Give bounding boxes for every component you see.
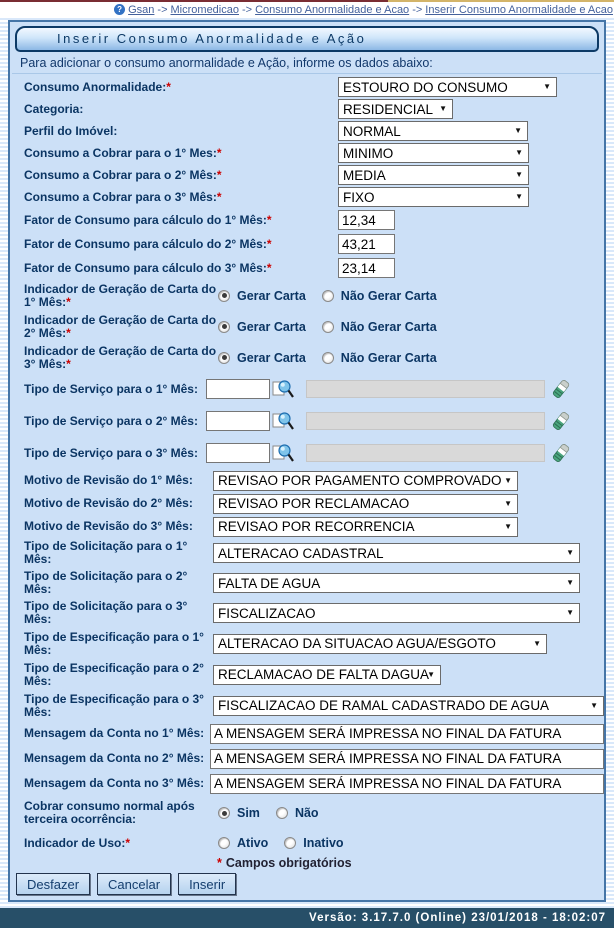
field-row-servico-2 xyxy=(16,405,604,437)
eraser-icon[interactable] xyxy=(551,410,571,432)
field-row-servico-3 xyxy=(16,437,604,469)
field-row-motivo-1 xyxy=(16,469,604,492)
mensagem-3-label: Mensagem da Conta no 3° Mês: xyxy=(24,776,205,790)
chevron-down-icon: ▼ xyxy=(504,521,512,531)
field-row-consumo-cobrar-1 xyxy=(16,142,604,164)
page-title-text: Inserir Consumo Anormalidade e Ação xyxy=(57,31,367,46)
field-row-consumo-anormalidade xyxy=(16,76,604,98)
especificacao-2-label: Tipo de Especificação para o 2° Mês: xyxy=(24,660,204,688)
field-row-solicitacao-3 xyxy=(16,598,604,628)
radio-label: Não Gerar Carta xyxy=(340,350,437,365)
field-row-fator-2 xyxy=(16,232,604,256)
field-row-mensagem-2 xyxy=(16,746,604,771)
consumo-cobrar-3-select[interactable]: FIXO ▼ xyxy=(338,187,529,207)
inserir-button[interactable]: Inserir xyxy=(178,873,236,895)
carta-1-label: Indicador de Geração de Carta do 1° Mês:* xyxy=(24,281,217,309)
search-icon[interactable] xyxy=(272,378,294,400)
field-row-mensagem-3 xyxy=(16,771,604,796)
motivo-3-label: Motivo de Revisão do 3° Mês: xyxy=(24,519,193,533)
radio-label: Gerar Carta xyxy=(237,350,306,365)
field-row-carta-3 xyxy=(16,342,604,373)
radio-nao[interactable] xyxy=(276,807,288,819)
tipo-solicitacao-3-select[interactable]: FISCALIZACAO ▼ xyxy=(213,603,580,623)
motivo-2-label: Motivo de Revisão do 2° Mês: xyxy=(24,496,193,510)
tipo-servico-2-description xyxy=(306,412,545,430)
chevron-down-icon: ▼ xyxy=(504,498,512,508)
eraser-icon[interactable] xyxy=(551,442,571,464)
servico-1-label: Tipo de Serviço para o 1° Mês: xyxy=(24,381,198,396)
field-row-motivo-3 xyxy=(16,515,604,538)
tipo-servico-3-description xyxy=(306,444,545,462)
chevron-down-icon: ▼ xyxy=(566,547,574,557)
perfil-imovel-select[interactable]: NORMAL ▼ xyxy=(338,121,528,141)
chevron-down-icon: ▼ xyxy=(566,577,574,587)
chevron-down-icon: ▼ xyxy=(515,147,523,157)
form-intro: Para adicionar o consumo anormalidade e Ação, informe os dados abaixo: xyxy=(12,52,602,74)
breadcrumb-link-inserir[interactable]: Inserir Consumo Anormalidade e Acao xyxy=(425,3,613,16)
radio-inativo[interactable] xyxy=(284,837,296,849)
field-row-servico-1 xyxy=(16,373,604,405)
fator-2-label: Fator de Consumo para cálculo do 2° Mês:* xyxy=(24,236,272,251)
mensagem-conta-2-input[interactable] xyxy=(210,749,604,769)
tipo-solicitacao-1-select[interactable]: ALTERACAO CADASTRAL ▼ xyxy=(213,543,580,563)
consumo-cobrar-2-select[interactable]: MEDIA ▼ xyxy=(338,165,529,185)
motivo-revisao-1-select[interactable]: REVISAO POR PAGAMENTO COMPROVADO ▼ xyxy=(213,471,518,491)
radio-nao-gerar-carta-2[interactable] xyxy=(322,321,334,333)
mensagem-conta-3-input[interactable] xyxy=(210,774,604,794)
carta-3-label: Indicador de Geração de Carta do 3° Mês:* xyxy=(24,343,217,371)
motivo-1-label: Motivo de Revisão do 1° Mês: xyxy=(24,473,193,487)
field-row-consumo-cobrar-3 xyxy=(16,186,604,208)
radio-ativo[interactable] xyxy=(218,837,230,849)
especificacao-3-label: Tipo de Especificação para o 3° Mês: xyxy=(24,691,204,719)
tipo-servico-3-input[interactable] xyxy=(206,443,270,463)
consumo-cobrar-1-label: Consumo a Cobrar para o 1° Mes:* xyxy=(24,145,222,160)
radio-label: Não xyxy=(294,806,319,820)
consumo-anormalidade-select[interactable]: ESTOURO DO CONSUMO ▼ xyxy=(338,77,557,97)
field-row-fator-3 xyxy=(16,256,604,280)
breadcrumb-separator: -> xyxy=(241,3,253,16)
categoria-label: Categoria: xyxy=(24,101,84,116)
breadcrumb-separator: -> xyxy=(412,3,423,16)
chevron-down-icon: ▼ xyxy=(533,638,541,648)
consumo-anormalidade-label: Consumo Anormalidade:* xyxy=(24,79,171,94)
fator-2-input[interactable] xyxy=(338,234,395,254)
tipo-servico-1-input[interactable] xyxy=(206,379,270,399)
chevron-down-icon: ▼ xyxy=(590,700,598,710)
field-row-cobrar-normal xyxy=(16,796,604,830)
field-row-motivo-2 xyxy=(16,492,604,515)
chevron-down-icon: ▼ xyxy=(515,169,523,179)
mensagem-conta-1-input[interactable] xyxy=(210,724,604,744)
radio-gerar-carta-3[interactable] xyxy=(218,352,230,364)
servico-2-label: Tipo de Serviço para o 2° Mês: xyxy=(24,413,198,428)
breadcrumb-link-consumo-anormalidade[interactable]: Consumo Anormalidade e Acao xyxy=(255,3,410,16)
solicitacao-1-label: Tipo de Solicitação para o 1° Mês: xyxy=(24,539,188,566)
field-row-especificacao-2 xyxy=(16,659,604,690)
chevron-down-icon: ▼ xyxy=(514,125,522,135)
fator-1-input[interactable] xyxy=(338,210,395,230)
motivo-revisao-3-select[interactable]: REVISAO POR RECORRENCIA ▼ xyxy=(213,517,518,537)
field-row-categoria xyxy=(16,98,604,120)
field-row-carta-1 xyxy=(16,280,604,311)
perfil-imovel-label: Perfil do Imóvel: xyxy=(24,123,118,138)
radio-label: Não Gerar Carta xyxy=(340,319,437,334)
breadcrumb-bar xyxy=(0,2,614,17)
field-row-consumo-cobrar-2 xyxy=(16,164,604,186)
field-row-solicitacao-2 xyxy=(16,568,604,598)
solicitacao-3-label: Tipo de Solicitação para o 3° Mês: xyxy=(24,599,188,626)
chevron-down-icon: ▼ xyxy=(427,669,435,679)
cancelar-button[interactable]: Cancelar xyxy=(97,873,171,895)
button-row xyxy=(16,873,596,895)
radio-nao-gerar-carta-1[interactable] xyxy=(322,290,334,302)
search-icon[interactable] xyxy=(272,410,294,432)
help-icon[interactable]: ? xyxy=(114,4,125,15)
footer-bar xyxy=(0,908,614,928)
chevron-down-icon: ▼ xyxy=(543,81,551,91)
fator-3-input[interactable] xyxy=(338,258,395,278)
especificacao-1-label: Tipo de Especificação para o 1° Mês: xyxy=(24,629,204,657)
field-row-indicador-uso xyxy=(16,830,604,856)
servico-3-label: Tipo de Serviço para o 3° Mês: xyxy=(24,445,198,460)
chevron-down-icon: ▼ xyxy=(439,103,447,113)
form-panel xyxy=(8,20,606,902)
field-row-perfil-imovel xyxy=(16,120,604,142)
radio-label: Ativo xyxy=(237,836,269,850)
solicitacao-2-label: Tipo de Solicitação para o 2° Mês: xyxy=(24,569,188,596)
tipo-solicitacao-2-select[interactable]: FALTA DE AGUA ▼ xyxy=(213,573,580,593)
consumo-cobrar-2-label: Consumo a Cobrar para o 2° Mês:* xyxy=(24,167,222,182)
tipo-especificacao-3-select[interactable]: FISCALIZACAO DE RAMAL CADASTRADO DE AGUA ▼ xyxy=(213,696,604,716)
categoria-select[interactable]: RESIDENCIAL ▼ xyxy=(338,99,453,119)
field-row-especificacao-1 xyxy=(16,628,604,659)
field-row-especificacao-3 xyxy=(16,690,604,721)
fator-3-label: Fator de Consumo para cálculo do 3° Mês:* xyxy=(24,260,272,275)
field-row-mensagem-1 xyxy=(16,721,604,746)
page-title xyxy=(15,26,599,52)
radio-gerar-carta-1[interactable] xyxy=(218,290,230,302)
tipo-especificacao-1-select[interactable]: ALTERACAO DA SITUACAO AGUA/ESGOTO ▼ xyxy=(213,634,547,654)
version-text: Versão: 3.17.7.0 (Online) 23/01/2018 - 18:02:07 xyxy=(309,912,606,924)
breadcrumb-link-micromedicao[interactable]: Micromedicao xyxy=(170,3,239,16)
consumo-cobrar-3-label: Consumo a Cobrar para o 3° Mês:* xyxy=(24,189,222,204)
chevron-down-icon: ▼ xyxy=(515,191,523,201)
tipo-servico-1-description xyxy=(306,380,545,398)
required-fields-note: * Campos obrigatórios xyxy=(217,856,352,870)
radio-label: Não Gerar Carta xyxy=(340,288,437,303)
radio-label: Inativo xyxy=(303,836,344,850)
chevron-down-icon: ▼ xyxy=(504,475,512,485)
mensagem-1-label: Mensagem da Conta no 1° Mês: xyxy=(24,726,205,740)
search-icon[interactable] xyxy=(272,442,294,464)
radio-nao-gerar-carta-3[interactable] xyxy=(322,352,334,364)
chevron-down-icon: ▼ xyxy=(566,607,574,617)
radio-label: Gerar Carta xyxy=(237,319,306,334)
field-row-fator-1 xyxy=(16,208,604,232)
fator-1-label: Fator de Consumo para cálculo do 1° Mês:* xyxy=(24,212,272,227)
indicador-uso-label: Indicador de Uso:* xyxy=(24,835,131,850)
field-row-solicitacao-1 xyxy=(16,538,604,568)
eraser-icon[interactable] xyxy=(551,378,571,400)
radio-gerar-carta-2[interactable] xyxy=(218,321,230,333)
tipo-especificacao-2-select[interactable]: RECLAMACAO DE FALTA DAGUA ▼ xyxy=(213,665,441,685)
breadcrumb-link-gsan[interactable]: Gsan xyxy=(128,3,155,16)
carta-2-label: Indicador de Geração de Carta do 2° Mês:* xyxy=(24,312,217,340)
desfazer-button[interactable]: Desfazer xyxy=(16,873,90,895)
motivo-revisao-2-select[interactable]: REVISAO POR RECLAMACAO ▼ xyxy=(213,494,518,514)
cobrar-normal-label: Cobrar consumo normal após terceira ocorrência: xyxy=(24,799,195,826)
mensagem-2-label: Mensagem da Conta no 2° Mês: xyxy=(24,751,205,765)
radio-label: Gerar Carta xyxy=(237,288,306,303)
field-row-carta-2 xyxy=(16,311,604,342)
consumo-cobrar-1-select[interactable]: MINIMO ▼ xyxy=(338,143,529,163)
radio-sim[interactable] xyxy=(218,807,230,819)
tipo-servico-2-input[interactable] xyxy=(206,411,270,431)
breadcrumb-separator: -> xyxy=(157,3,168,16)
radio-label: Sim xyxy=(237,806,260,820)
